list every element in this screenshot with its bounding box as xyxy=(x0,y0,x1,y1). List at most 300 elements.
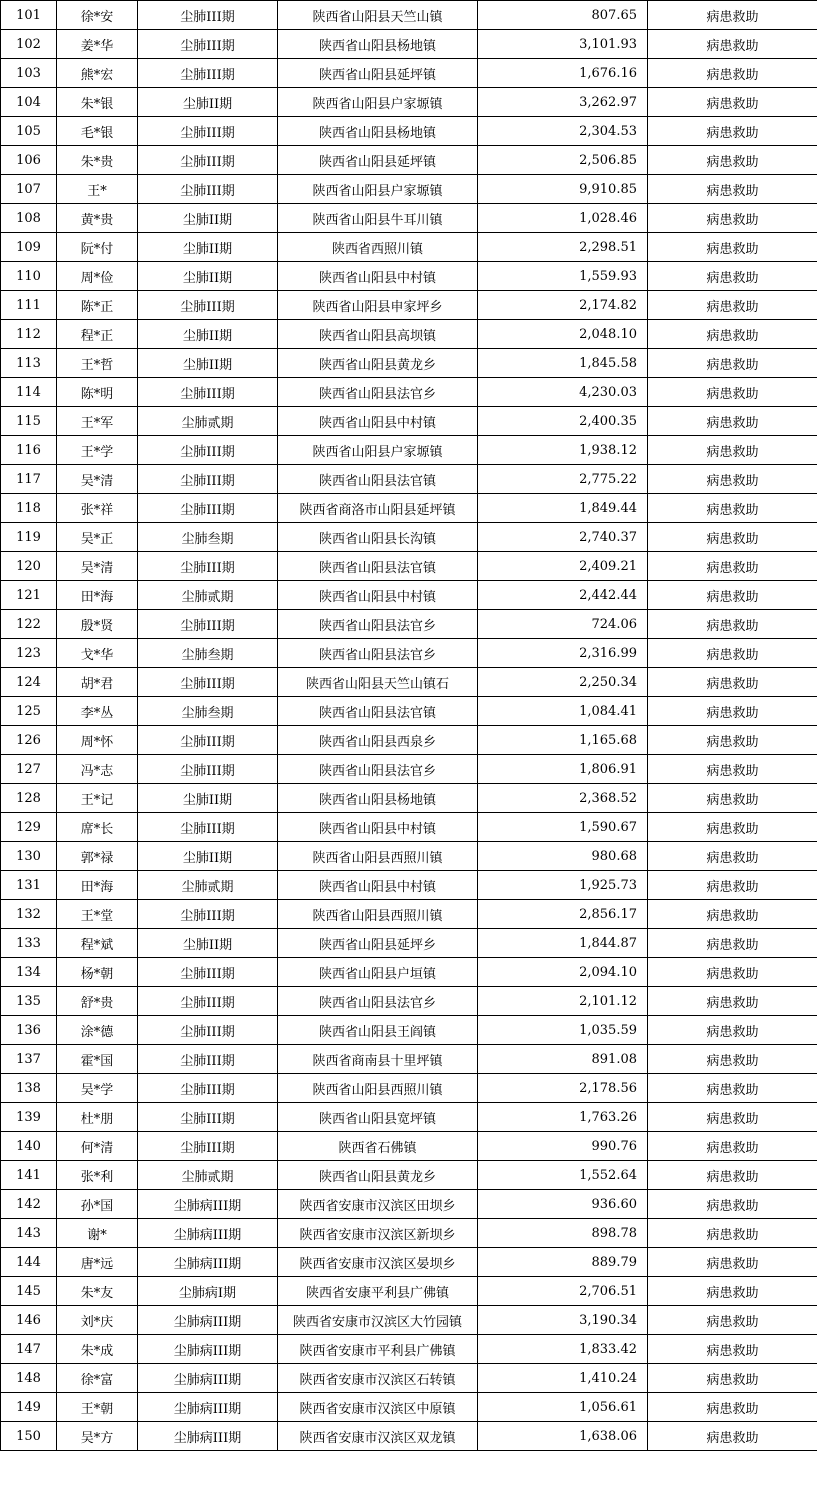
diagnosis-cell: 尘肺III期 xyxy=(138,552,278,581)
address-cell: 陕西省山阳县申家坪乡 xyxy=(278,291,478,320)
amount-cell: 1,028.46 xyxy=(478,204,648,233)
relief-type-cell: 病患救助 xyxy=(648,726,817,755)
diagnosis-cell: 尘肺III期 xyxy=(138,813,278,842)
amount-cell: 2,706.51 xyxy=(478,1277,648,1306)
address-cell: 陕西省石佛镇 xyxy=(278,1132,478,1161)
name-cell: 唐*远 xyxy=(57,1248,138,1277)
table-row xyxy=(1,146,817,175)
address-cell: 陕西省山阳县杨地镇 xyxy=(278,30,478,59)
address-cell: 陕西省山阳县法官镇 xyxy=(278,697,478,726)
amount-cell: 3,262.97 xyxy=(478,88,648,117)
row-number-cell: 109 xyxy=(1,233,57,262)
name-cell: 熊*宏 xyxy=(57,59,138,88)
row-number-cell: 113 xyxy=(1,349,57,378)
diagnosis-cell: 尘肺病III期 xyxy=(138,1422,278,1451)
table-row xyxy=(1,1074,817,1103)
diagnosis-cell: 尘肺III期 xyxy=(138,59,278,88)
table-row xyxy=(1,175,817,204)
diagnosis-cell: 尘肺II期 xyxy=(138,842,278,871)
diagnosis-cell: 尘肺II期 xyxy=(138,204,278,233)
relief-type-cell: 病患救助 xyxy=(648,1161,817,1190)
row-number-cell: 118 xyxy=(1,494,57,523)
address-cell: 陕西省安康市汉滨区石转镇 xyxy=(278,1364,478,1393)
row-number-cell: 133 xyxy=(1,929,57,958)
name-cell: 戈*华 xyxy=(57,639,138,668)
row-number-cell: 115 xyxy=(1,407,57,436)
diagnosis-cell: 尘肺病I期 xyxy=(138,1277,278,1306)
table-row xyxy=(1,30,817,59)
amount-cell: 898.78 xyxy=(478,1219,648,1248)
row-number-cell: 125 xyxy=(1,697,57,726)
diagnosis-cell: 尘肺III期 xyxy=(138,1132,278,1161)
table-row xyxy=(1,1248,817,1277)
address-cell: 陕西省山阳县西照川镇 xyxy=(278,842,478,871)
relief-type-cell: 病患救助 xyxy=(648,639,817,668)
relief-type-cell: 病患救助 xyxy=(648,1074,817,1103)
diagnosis-cell: 尘肺II期 xyxy=(138,349,278,378)
table-row xyxy=(1,523,817,552)
amount-cell: 2,368.52 xyxy=(478,784,648,813)
row-number-cell: 140 xyxy=(1,1132,57,1161)
relief-type-cell: 病患救助 xyxy=(648,1277,817,1306)
diagnosis-cell: 尘肺II期 xyxy=(138,784,278,813)
address-cell: 陕西省山阳县杨地镇 xyxy=(278,784,478,813)
address-cell: 陕西省山阳县西照川镇 xyxy=(278,900,478,929)
name-cell: 周*俭 xyxy=(57,262,138,291)
name-cell: 朱*友 xyxy=(57,1277,138,1306)
relief-type-cell: 病患救助 xyxy=(648,842,817,871)
row-number-cell: 136 xyxy=(1,1016,57,1045)
table-row xyxy=(1,1335,817,1364)
diagnosis-cell: 尘肺贰期 xyxy=(138,407,278,436)
row-number-cell: 145 xyxy=(1,1277,57,1306)
address-cell: 陕西省安康平利县广佛镇 xyxy=(278,1277,478,1306)
diagnosis-cell: 尘肺III期 xyxy=(138,1074,278,1103)
name-cell: 孙*国 xyxy=(57,1190,138,1219)
name-cell: 陈*正 xyxy=(57,291,138,320)
name-cell: 杜*朋 xyxy=(57,1103,138,1132)
table-body xyxy=(1,1,817,1451)
amount-cell: 2,174.82 xyxy=(478,291,648,320)
diagnosis-cell: 尘肺III期 xyxy=(138,117,278,146)
row-number-cell: 112 xyxy=(1,320,57,349)
name-cell: 王*哲 xyxy=(57,349,138,378)
table-row xyxy=(1,697,817,726)
row-number-cell: 101 xyxy=(1,1,57,30)
address-cell: 陕西省西照川镇 xyxy=(278,233,478,262)
address-cell: 陕西省山阳县牛耳川镇 xyxy=(278,204,478,233)
name-cell: 吴*清 xyxy=(57,465,138,494)
amount-cell: 2,298.51 xyxy=(478,233,648,262)
name-cell: 程*斌 xyxy=(57,929,138,958)
relief-type-cell: 病患救助 xyxy=(648,436,817,465)
address-cell: 陕西省商南县十里坪镇 xyxy=(278,1045,478,1074)
table-row xyxy=(1,1393,817,1422)
table-row xyxy=(1,88,817,117)
diagnosis-cell: 尘肺III期 xyxy=(138,987,278,1016)
name-cell: 杨*朝 xyxy=(57,958,138,987)
row-number-cell: 116 xyxy=(1,436,57,465)
relief-type-cell: 病患救助 xyxy=(648,30,817,59)
address-cell: 陕西省山阳县延坪镇 xyxy=(278,59,478,88)
relief-type-cell: 病患救助 xyxy=(648,1045,817,1074)
relief-type-cell: 病患救助 xyxy=(648,900,817,929)
address-cell: 陕西省山阳县延坪镇 xyxy=(278,146,478,175)
diagnosis-cell: 尘肺II期 xyxy=(138,929,278,958)
relief-type-cell: 病患救助 xyxy=(648,1393,817,1422)
relief-type-cell: 病患救助 xyxy=(648,929,817,958)
row-number-cell: 117 xyxy=(1,465,57,494)
name-cell: 王*记 xyxy=(57,784,138,813)
relief-type-cell: 病患救助 xyxy=(648,552,817,581)
table-row xyxy=(1,59,817,88)
name-cell: 王* xyxy=(57,175,138,204)
relief-type-cell: 病患救助 xyxy=(648,1,817,30)
address-cell: 陕西省安康市汉滨区新坝乡 xyxy=(278,1219,478,1248)
row-number-cell: 148 xyxy=(1,1364,57,1393)
table-row xyxy=(1,871,817,900)
row-number-cell: 147 xyxy=(1,1335,57,1364)
address-cell: 陕西省山阳县高坝镇 xyxy=(278,320,478,349)
amount-cell: 891.08 xyxy=(478,1045,648,1074)
amount-cell: 2,094.10 xyxy=(478,958,648,987)
amount-cell: 2,409.21 xyxy=(478,552,648,581)
address-cell: 陕西省山阳县户家塬镇 xyxy=(278,175,478,204)
name-cell: 王*军 xyxy=(57,407,138,436)
row-number-cell: 142 xyxy=(1,1190,57,1219)
relief-type-cell: 病患救助 xyxy=(648,581,817,610)
table-row xyxy=(1,1103,817,1132)
name-cell: 王*朝 xyxy=(57,1393,138,1422)
amount-cell: 889.79 xyxy=(478,1248,648,1277)
name-cell: 姜*华 xyxy=(57,30,138,59)
diagnosis-cell: 尘肺III期 xyxy=(138,1045,278,1074)
amount-cell: 807.65 xyxy=(478,1,648,30)
table-row xyxy=(1,552,817,581)
name-cell: 周*怀 xyxy=(57,726,138,755)
table-row xyxy=(1,1364,817,1393)
address-cell: 陕西省山阳县中村镇 xyxy=(278,262,478,291)
row-number-cell: 143 xyxy=(1,1219,57,1248)
amount-cell: 1,676.16 xyxy=(478,59,648,88)
table-row xyxy=(1,958,817,987)
row-number-cell: 107 xyxy=(1,175,57,204)
address-cell: 陕西省山阳县黄龙乡 xyxy=(278,349,478,378)
diagnosis-cell: 尘肺III期 xyxy=(138,1103,278,1132)
address-cell: 陕西省山阳县天竺山镇石 xyxy=(278,668,478,697)
table-row xyxy=(1,1045,817,1074)
address-cell: 陕西省山阳县中村镇 xyxy=(278,407,478,436)
name-cell: 朱*贵 xyxy=(57,146,138,175)
address-cell: 陕西省山阳县西照川镇 xyxy=(278,1074,478,1103)
table-row xyxy=(1,813,817,842)
table-row xyxy=(1,1016,817,1045)
diagnosis-cell: 尘肺III期 xyxy=(138,1,278,30)
name-cell: 谢* xyxy=(57,1219,138,1248)
amount-cell: 1,084.41 xyxy=(478,697,648,726)
amount-cell: 936.60 xyxy=(478,1190,648,1219)
address-cell: 陕西省山阳县中村镇 xyxy=(278,581,478,610)
relief-type-cell: 病患救助 xyxy=(648,146,817,175)
diagnosis-cell: 尘肺病III期 xyxy=(138,1393,278,1422)
row-number-cell: 104 xyxy=(1,88,57,117)
relief-type-cell: 病患救助 xyxy=(648,233,817,262)
name-cell: 王*堂 xyxy=(57,900,138,929)
address-cell: 陕西省山阳县延坪乡 xyxy=(278,929,478,958)
table-row xyxy=(1,1190,817,1219)
row-number-cell: 121 xyxy=(1,581,57,610)
diagnosis-cell: 尘肺病III期 xyxy=(138,1190,278,1219)
address-cell: 陕西省山阳县中村镇 xyxy=(278,813,478,842)
name-cell: 毛*银 xyxy=(57,117,138,146)
name-cell: 王*学 xyxy=(57,436,138,465)
name-cell: 程*正 xyxy=(57,320,138,349)
relief-type-cell: 病患救助 xyxy=(648,175,817,204)
diagnosis-cell: 尘肺III期 xyxy=(138,900,278,929)
table-row xyxy=(1,1132,817,1161)
row-number-cell: 108 xyxy=(1,204,57,233)
table-row xyxy=(1,842,817,871)
address-cell: 陕西省山阳县法官乡 xyxy=(278,378,478,407)
relief-type-cell: 病患救助 xyxy=(648,1016,817,1045)
name-cell: 徐*富 xyxy=(57,1364,138,1393)
table-row xyxy=(1,1219,817,1248)
row-number-cell: 127 xyxy=(1,755,57,784)
table-row xyxy=(1,436,817,465)
amount-cell: 2,101.12 xyxy=(478,987,648,1016)
name-cell: 郭*禄 xyxy=(57,842,138,871)
table-row xyxy=(1,1306,817,1335)
amount-cell: 2,178.56 xyxy=(478,1074,648,1103)
name-cell: 吴*学 xyxy=(57,1074,138,1103)
amount-cell: 1,849.44 xyxy=(478,494,648,523)
row-number-cell: 126 xyxy=(1,726,57,755)
amount-cell: 1,833.42 xyxy=(478,1335,648,1364)
row-number-cell: 128 xyxy=(1,784,57,813)
name-cell: 刘*庆 xyxy=(57,1306,138,1335)
address-cell: 陕西省山阳县法官镇 xyxy=(278,552,478,581)
relief-type-cell: 病患救助 xyxy=(648,1190,817,1219)
address-cell: 陕西省山阳县长沟镇 xyxy=(278,523,478,552)
diagnosis-cell: 尘肺II期 xyxy=(138,320,278,349)
name-cell: 张*祥 xyxy=(57,494,138,523)
relief-type-cell: 病患救助 xyxy=(648,871,817,900)
row-number-cell: 106 xyxy=(1,146,57,175)
relief-type-cell: 病患救助 xyxy=(648,117,817,146)
row-number-cell: 110 xyxy=(1,262,57,291)
amount-cell: 724.06 xyxy=(478,610,648,639)
diagnosis-cell: 尘肺III期 xyxy=(138,30,278,59)
name-cell: 冯*志 xyxy=(57,755,138,784)
diagnosis-cell: 尘肺II期 xyxy=(138,233,278,262)
table-row xyxy=(1,291,817,320)
amount-cell: 1,552.64 xyxy=(478,1161,648,1190)
relief-type-cell: 病患救助 xyxy=(648,987,817,1016)
relief-type-cell: 病患救助 xyxy=(648,610,817,639)
address-cell: 陕西省安康市汉滨区中原镇 xyxy=(278,1393,478,1422)
row-number-cell: 144 xyxy=(1,1248,57,1277)
amount-cell: 2,400.35 xyxy=(478,407,648,436)
row-number-cell: 111 xyxy=(1,291,57,320)
table-row xyxy=(1,349,817,378)
table-row xyxy=(1,755,817,784)
amount-cell: 1,806.91 xyxy=(478,755,648,784)
address-cell: 陕西省商洛市山阳县延坪镇 xyxy=(278,494,478,523)
diagnosis-cell: 尘肺病III期 xyxy=(138,1219,278,1248)
address-cell: 陕西省山阳县户家塬镇 xyxy=(278,436,478,465)
amount-cell: 1,056.61 xyxy=(478,1393,648,1422)
row-number-cell: 114 xyxy=(1,378,57,407)
diagnosis-cell: 尘肺III期 xyxy=(138,755,278,784)
row-number-cell: 105 xyxy=(1,117,57,146)
amount-cell: 1,165.68 xyxy=(478,726,648,755)
address-cell: 陕西省山阳县西泉乡 xyxy=(278,726,478,755)
relief-type-cell: 病患救助 xyxy=(648,697,817,726)
row-number-cell: 103 xyxy=(1,59,57,88)
row-number-cell: 120 xyxy=(1,552,57,581)
amount-cell: 1,035.59 xyxy=(478,1016,648,1045)
row-number-cell: 131 xyxy=(1,871,57,900)
address-cell: 陕西省安康市平利县广佛镇 xyxy=(278,1335,478,1364)
table-row xyxy=(1,407,817,436)
relief-type-cell: 病患救助 xyxy=(648,755,817,784)
address-cell: 陕西省山阳县法官乡 xyxy=(278,987,478,1016)
row-number-cell: 130 xyxy=(1,842,57,871)
amount-cell: 990.76 xyxy=(478,1132,648,1161)
address-cell: 陕西省山阳县宽坪镇 xyxy=(278,1103,478,1132)
address-cell: 陕西省安康市汉滨区田坝乡 xyxy=(278,1190,478,1219)
row-number-cell: 150 xyxy=(1,1422,57,1451)
name-cell: 吴*方 xyxy=(57,1422,138,1451)
table-row xyxy=(1,494,817,523)
row-number-cell: 129 xyxy=(1,813,57,842)
amount-cell: 2,316.99 xyxy=(478,639,648,668)
address-cell: 陕西省山阳县中村镇 xyxy=(278,871,478,900)
name-cell: 吴*清 xyxy=(57,552,138,581)
relief-type-cell: 病患救助 xyxy=(648,204,817,233)
address-cell: 陕西省山阳县杨地镇 xyxy=(278,117,478,146)
amount-cell: 2,442.44 xyxy=(478,581,648,610)
relief-type-cell: 病患救助 xyxy=(648,1364,817,1393)
amount-cell: 2,506.85 xyxy=(478,146,648,175)
relief-type-cell: 病患救助 xyxy=(648,784,817,813)
table-row xyxy=(1,1,817,30)
relief-type-cell: 病患救助 xyxy=(648,1335,817,1364)
diagnosis-cell: 尘肺III期 xyxy=(138,610,278,639)
table-row xyxy=(1,610,817,639)
name-cell: 田*海 xyxy=(57,871,138,900)
address-cell: 陕西省安康市汉滨区双龙镇 xyxy=(278,1422,478,1451)
address-cell: 陕西省山阳县户家塬镇 xyxy=(278,88,478,117)
amount-cell: 2,775.22 xyxy=(478,465,648,494)
relief-type-cell: 病患救助 xyxy=(648,1248,817,1277)
diagnosis-cell: 尘肺II期 xyxy=(138,262,278,291)
name-cell: 吴*正 xyxy=(57,523,138,552)
table-row xyxy=(1,233,817,262)
diagnosis-cell: 尘肺叁期 xyxy=(138,697,278,726)
row-number-cell: 124 xyxy=(1,668,57,697)
row-number-cell: 138 xyxy=(1,1074,57,1103)
name-cell: 阮*付 xyxy=(57,233,138,262)
address-cell: 陕西省山阳县法官乡 xyxy=(278,755,478,784)
relief-type-cell: 病患救助 xyxy=(648,1219,817,1248)
address-cell: 陕西省山阳县王阎镇 xyxy=(278,1016,478,1045)
address-cell: 陕西省安康市汉滨区晏坝乡 xyxy=(278,1248,478,1277)
diagnosis-cell: 尘肺III期 xyxy=(138,958,278,987)
address-cell: 陕西省山阳县天竺山镇 xyxy=(278,1,478,30)
diagnosis-cell: 尘肺贰期 xyxy=(138,1161,278,1190)
diagnosis-cell: 尘肺病III期 xyxy=(138,1248,278,1277)
table-row xyxy=(1,1422,817,1451)
table-row xyxy=(1,465,817,494)
amount-cell: 9,910.85 xyxy=(478,175,648,204)
address-cell: 陕西省山阳县户垣镇 xyxy=(278,958,478,987)
table-row xyxy=(1,668,817,697)
table-row xyxy=(1,204,817,233)
relief-type-cell: 病患救助 xyxy=(648,349,817,378)
diagnosis-cell: 尘肺III期 xyxy=(138,378,278,407)
relief-type-cell: 病患救助 xyxy=(648,668,817,697)
row-number-cell: 119 xyxy=(1,523,57,552)
amount-cell: 1,590.67 xyxy=(478,813,648,842)
diagnosis-cell: 尘肺贰期 xyxy=(138,871,278,900)
table-row xyxy=(1,929,817,958)
diagnosis-cell: 尘肺III期 xyxy=(138,1016,278,1045)
diagnosis-cell: 尘肺贰期 xyxy=(138,581,278,610)
table-row xyxy=(1,581,817,610)
relief-type-cell: 病患救助 xyxy=(648,1306,817,1335)
row-number-cell: 146 xyxy=(1,1306,57,1335)
name-cell: 朱*成 xyxy=(57,1335,138,1364)
amount-cell: 1,763.26 xyxy=(478,1103,648,1132)
amount-cell: 1,938.12 xyxy=(478,436,648,465)
diagnosis-cell: 尘肺叁期 xyxy=(138,639,278,668)
diagnosis-cell: 尘肺叁期 xyxy=(138,523,278,552)
relief-type-cell: 病患救助 xyxy=(648,291,817,320)
relief-type-cell: 病患救助 xyxy=(648,494,817,523)
row-number-cell: 137 xyxy=(1,1045,57,1074)
row-number-cell: 102 xyxy=(1,30,57,59)
name-cell: 何*清 xyxy=(57,1132,138,1161)
row-number-cell: 132 xyxy=(1,900,57,929)
table-row xyxy=(1,784,817,813)
name-cell: 涂*德 xyxy=(57,1016,138,1045)
row-number-cell: 122 xyxy=(1,610,57,639)
relief-type-cell: 病患救助 xyxy=(648,262,817,291)
table-row xyxy=(1,900,817,929)
table-row xyxy=(1,320,817,349)
table-row xyxy=(1,262,817,291)
amount-cell: 1,844.87 xyxy=(478,929,648,958)
diagnosis-cell: 尘肺病III期 xyxy=(138,1364,278,1393)
name-cell: 朱*银 xyxy=(57,88,138,117)
row-number-cell: 139 xyxy=(1,1103,57,1132)
relief-type-cell: 病患救助 xyxy=(648,320,817,349)
relief-type-cell: 病患救助 xyxy=(648,88,817,117)
diagnosis-cell: 尘肺III期 xyxy=(138,146,278,175)
relief-type-cell: 病患救助 xyxy=(648,378,817,407)
amount-cell: 1,410.24 xyxy=(478,1364,648,1393)
relief-type-cell: 病患救助 xyxy=(648,59,817,88)
row-number-cell: 123 xyxy=(1,639,57,668)
table-row xyxy=(1,1161,817,1190)
amount-cell: 2,740.37 xyxy=(478,523,648,552)
row-number-cell: 149 xyxy=(1,1393,57,1422)
address-cell: 陕西省山阳县法官镇 xyxy=(278,465,478,494)
diagnosis-cell: 尘肺III期 xyxy=(138,465,278,494)
relief-type-cell: 病患救助 xyxy=(648,1422,817,1451)
name-cell: 席*长 xyxy=(57,813,138,842)
